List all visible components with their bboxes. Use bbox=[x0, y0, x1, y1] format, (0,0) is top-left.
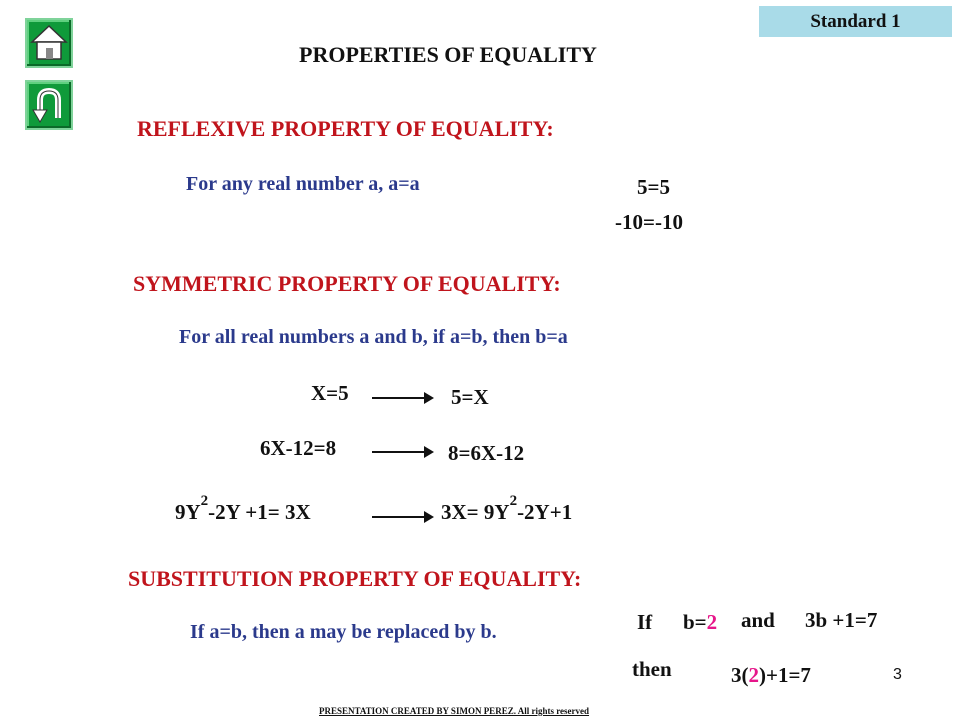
home-icon bbox=[27, 20, 71, 66]
substitution-b-equals bbox=[683, 610, 717, 635]
substitution-definition: If a=b, then a may be replaced by b. bbox=[190, 621, 497, 643]
symmetric-arrow-1 bbox=[372, 397, 432, 399]
result-substituted-value: 2 bbox=[748, 663, 759, 687]
symmetric-heading: SYMMETRIC PROPERTY OF EQUALITY: bbox=[133, 271, 561, 296]
symmetric-example-1-left: X=5 bbox=[311, 381, 349, 405]
result-close: )+1=7 bbox=[759, 663, 811, 687]
footer-credit-link[interactable]: PRESENTATION CREATED BY SIMON PEREZ. All rights reserved bbox=[319, 706, 590, 716]
ex3-left-exponent: 2 bbox=[200, 493, 209, 509]
reflexive-example-1: 5=5 bbox=[637, 175, 670, 199]
reflexive-heading: REFLEXIVE PROPERTY OF EQUALITY: bbox=[137, 116, 554, 141]
page-title: PROPERTIES OF EQUALITY bbox=[299, 42, 597, 67]
substitution-equation: 3b +1=7 bbox=[805, 608, 878, 632]
symmetric-example-1-right: 5=X bbox=[451, 385, 489, 409]
b-equals-label: b= bbox=[683, 610, 707, 634]
symmetric-arrow-3 bbox=[372, 516, 432, 518]
result-open: 3( bbox=[731, 663, 749, 687]
symmetric-example-2-right: 8=6X-12 bbox=[448, 441, 525, 465]
substitution-result bbox=[731, 663, 811, 688]
symmetric-example-3-left bbox=[175, 493, 311, 525]
b-value: 2 bbox=[706, 610, 718, 634]
ex3-right-exponent: 2 bbox=[509, 493, 518, 509]
back-button[interactable] bbox=[25, 80, 73, 130]
symmetric-definition: For all real numbers a and b, if a=b, then b=a bbox=[179, 326, 568, 348]
ex3-right-base: 3X= 9Y bbox=[441, 500, 510, 524]
substitution-and-label: and bbox=[741, 608, 775, 632]
standard-badge: Standard 1 bbox=[759, 6, 952, 37]
reflexive-definition: For any real number a, a=a bbox=[186, 173, 420, 195]
ex3-left-rest: -2Y +1= 3X bbox=[208, 500, 311, 524]
ex3-right-rest: -2Y+1 bbox=[517, 500, 573, 524]
substitution-if-label: If bbox=[637, 610, 653, 634]
page-number: 3 bbox=[893, 666, 902, 683]
symmetric-example-2-left: 6X-12=8 bbox=[260, 436, 337, 460]
ex3-left-base: 9Y bbox=[175, 500, 201, 524]
symmetric-arrow-2 bbox=[372, 451, 432, 453]
u-turn-back-icon bbox=[27, 82, 71, 128]
reflexive-example-2: -10=-10 bbox=[615, 210, 683, 234]
substitution-heading: SUBSTITUTION PROPERTY OF EQUALITY: bbox=[128, 566, 582, 591]
home-button[interactable] bbox=[25, 18, 73, 68]
substitution-then-label: then bbox=[632, 657, 672, 681]
symmetric-example-3-right bbox=[441, 493, 573, 525]
